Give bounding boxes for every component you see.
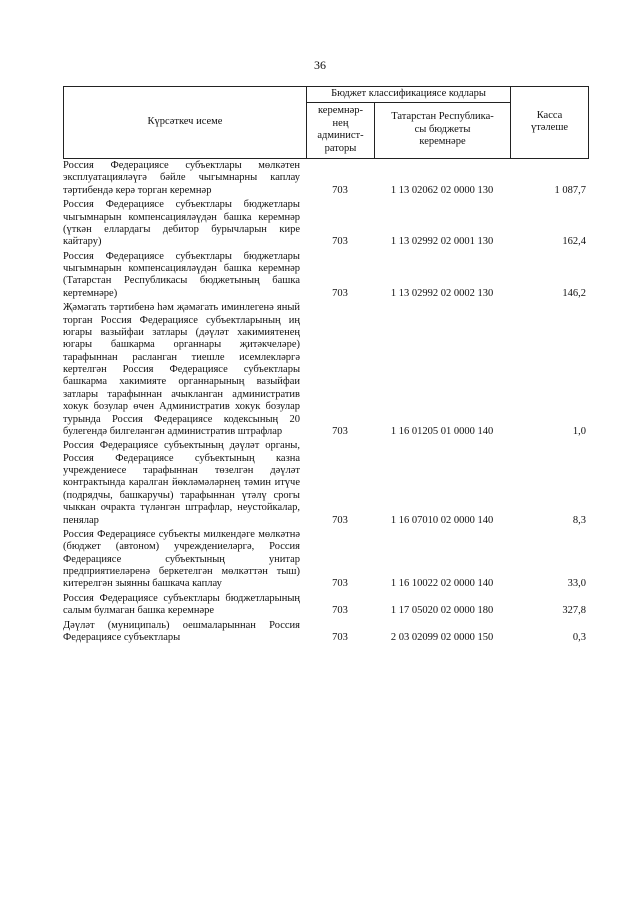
row-amount: 327,8 (562, 605, 586, 617)
row-code: 1 17 05020 02 0000 180 (390, 605, 494, 617)
row-admin: 703 (332, 631, 348, 643)
table-row (63, 438, 588, 527)
row-amount: 1 087,7 (554, 184, 586, 196)
header-tatarstan-revenues: Татарстан Республика- сы бюджеты керемнәре (375, 102, 511, 158)
row-code: 1 16 10022 02 0000 140 (390, 578, 494, 590)
table-row (63, 158, 588, 197)
table-row (63, 618, 588, 645)
row-admin: 703 (332, 236, 348, 248)
header-revenue-administrator: керемнәр- нең админист- раторы (307, 102, 375, 158)
revenue-table (63, 158, 588, 644)
row-name: Россия Федерациясе субъектлары мөлкәтен эксплуатацияләүгә бәйле чыгымнарны каплау тәртибендә керә торган керемнәр (63, 160, 300, 196)
row-admin: 703 (332, 514, 348, 526)
row-amount: 33,0 (567, 578, 586, 590)
table-row (63, 527, 588, 591)
row-admin: 703 (332, 605, 348, 617)
row-name: Россия Федерациясе субъектының дәүләт органы, Россия Федерациясе субъектының казна учреждениесе тарафыннан төзелгән дәүләт контрактында каралган йөкләмәләрнең тәмин итүче (подрядчы, башкаручы) тарафыннан үтәлү срогы чыккан очракта түләнгән штрафлар, неустойкалар, пенялар (63, 440, 300, 526)
row-code: 2 03 02099 02 0000 150 (390, 631, 494, 643)
row-code: 1 13 02062 02 0000 130 (390, 184, 494, 196)
row-code: 1 13 02992 02 0001 130 (390, 236, 494, 248)
row-code: 1 16 07010 02 0000 140 (390, 514, 494, 526)
row-admin: 703 (332, 287, 348, 299)
table-row (63, 197, 588, 249)
row-amount: 8,3 (572, 514, 586, 526)
header-indicator-name: Күрсәткеч исеме (64, 87, 307, 159)
row-name: Россия Федерациясе субъектлары бюджетлары чыгымнарын компенсацияләүдән башка керемнәр (үткән еллардагы дебитор бурычларын кире кайтару) (63, 199, 300, 248)
row-admin: 703 (332, 184, 348, 196)
table-row (63, 300, 588, 438)
table-header (63, 86, 589, 159)
row-name: Җәмәгать тәртибенә һәм җәмәгать иминлегенә яный торган Россия Федерациясе субъектларының иң югары вазыйфаи затлары (дәүләт хакимиятенең югары башкарма органнары җитәкчеләре) тарафыннан расланган тиешле исемлекләргә кертелгән Россия Федерациясе субъектлары башкарма хакимияте органнарының вазыйфаи затлары тарафыннан ачыкланган административ хокук бозулар өчен Административ хокук бозулар турында Россия Федерациясе кодексының 20 булегендә билгеләнгән административ штрафлар (63, 302, 300, 437)
header-budget-codes: Бюджет классификациясе кодлары (307, 87, 511, 103)
header-cash-execution: Касса үтәлеше (511, 87, 589, 159)
row-code: 1 16 01205 01 0000 140 (390, 425, 494, 437)
row-name: Россия Федерациясе субъектлары бюджетларының салым булмаган башка керемнәре (63, 592, 300, 617)
table-row (63, 249, 588, 301)
row-admin: 703 (332, 425, 348, 437)
row-amount: 146,2 (562, 287, 586, 299)
row-name: Россия Федерациясе субъекты милкендәге мөлкәтнә (бюджет (автоном) учреждениеләргә, Россия Федерациясе субъектының унитар предприятиеләренә беркетелгән мөлкәттән тыш) китерелгән зыянны башкача каплау (63, 528, 300, 590)
table-row (63, 591, 588, 618)
row-amount: 1,0 (572, 425, 586, 437)
row-name: Россия Федерациясе субъектлары бюджетлары чыгымнарын компенсацияләүдән башка керемнәр (Татарстан Республикасы бюджетының башка кертемнәре) (63, 250, 300, 299)
row-code: 1 13 02992 02 0002 130 (390, 287, 494, 299)
row-amount: 162,4 (562, 236, 586, 248)
page-number: 36 (314, 58, 326, 72)
row-amount: 0,3 (572, 631, 586, 643)
row-name: Дәүләт (муниципаль) оешмаларыннан Россия Федерациясе субъектлары (63, 619, 300, 643)
row-admin: 703 (332, 578, 348, 590)
